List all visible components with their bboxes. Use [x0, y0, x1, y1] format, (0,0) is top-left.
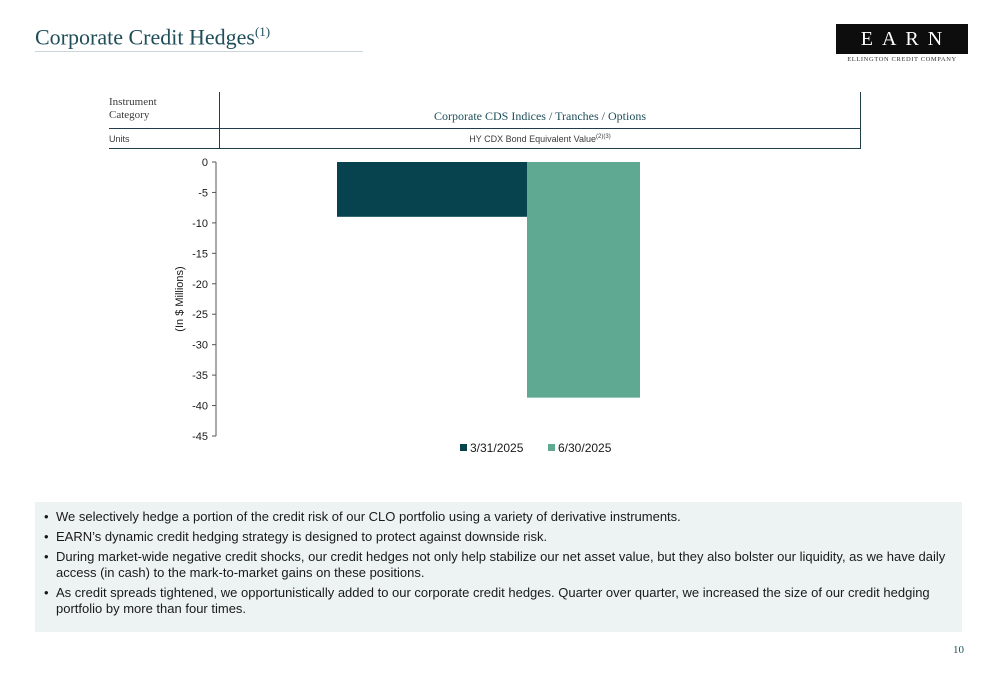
y-tick-label: -25	[192, 309, 208, 322]
title-footnote: (1)	[254, 24, 271, 39]
category-value: Corporate CDS Indices / Tranches / Options	[434, 108, 646, 123]
units-value-cell	[220, 129, 861, 148]
logo-wordmark: EARN	[836, 24, 968, 54]
note-item	[43, 509, 954, 525]
notes-list	[43, 509, 954, 617]
legend-label: 6/30/2025	[558, 441, 612, 455]
note-text: During market-wide negative credit shocks, our credit hedges not only help stabilize our net asset value, but they also bolster our liquidity, as we have daily access (in cash) to the mark-to-market gains on these positions.	[56, 549, 946, 580]
units-footnote: (2)(3)	[596, 133, 611, 140]
y-tick-label: -10	[192, 217, 208, 230]
category-label: Instrument Category	[109, 96, 157, 121]
bullet-icon: •	[44, 549, 49, 564]
y-tick-label: -15	[192, 248, 208, 261]
note-item	[43, 549, 954, 581]
y-tick-label: -5	[198, 187, 208, 200]
category-row	[109, 92, 861, 129]
bar-3-31-2025	[337, 162, 527, 217]
note-text: As credit spreads tightened, we opportunistically added to our corporate credit hedges. Quarter over quarter, we increased the size of our credit hedging portfolio by more than four times.	[56, 585, 930, 616]
units-label: Units	[109, 129, 220, 148]
y-axis-title: (In $ Millions)	[174, 266, 186, 332]
legend-swatch	[460, 444, 467, 451]
page-number: 10	[953, 644, 964, 656]
page-title	[35, 24, 270, 50]
page-title-text: Corporate Credit Hedges	[35, 24, 255, 50]
note-text: EARN’s dynamic credit hedging strategy is designed to protect against downside risk.	[56, 529, 548, 544]
y-tick-label: -30	[192, 339, 208, 352]
category-value-cell	[220, 92, 861, 128]
bullet-icon: •	[44, 529, 49, 544]
note-item	[43, 585, 954, 617]
y-tick-label: -45	[192, 431, 208, 443]
title-underline	[35, 51, 363, 52]
legend-swatch	[548, 444, 555, 451]
bullet-icon: •	[44, 585, 49, 600]
y-tick-label: 0	[201, 157, 208, 169]
y-tick-label: -40	[192, 400, 208, 413]
units-value	[469, 134, 610, 144]
bullet-icon: •	[44, 509, 49, 524]
note-text: We selectively hedge a portion of the credit risk of our CLO portfolio using a variety of derivative instruments.	[56, 509, 681, 524]
category-label-cell	[109, 92, 220, 128]
company-logo	[836, 24, 968, 63]
units-value-text: HY CDX Bond Equivalent Value	[469, 133, 597, 144]
legend-label: 3/31/2025	[470, 441, 524, 455]
units-row	[109, 129, 861, 149]
hedge-bar-chart	[160, 152, 640, 472]
logo-subtitle: ELLINGTON CREDIT COMPANY	[847, 56, 957, 63]
bar-6-30-2025	[527, 162, 640, 398]
y-tick-label: -20	[192, 278, 208, 291]
y-tick-label: -35	[192, 370, 208, 383]
note-item	[43, 529, 954, 545]
instrument-category-table	[109, 92, 861, 149]
notes-panel	[35, 502, 962, 632]
